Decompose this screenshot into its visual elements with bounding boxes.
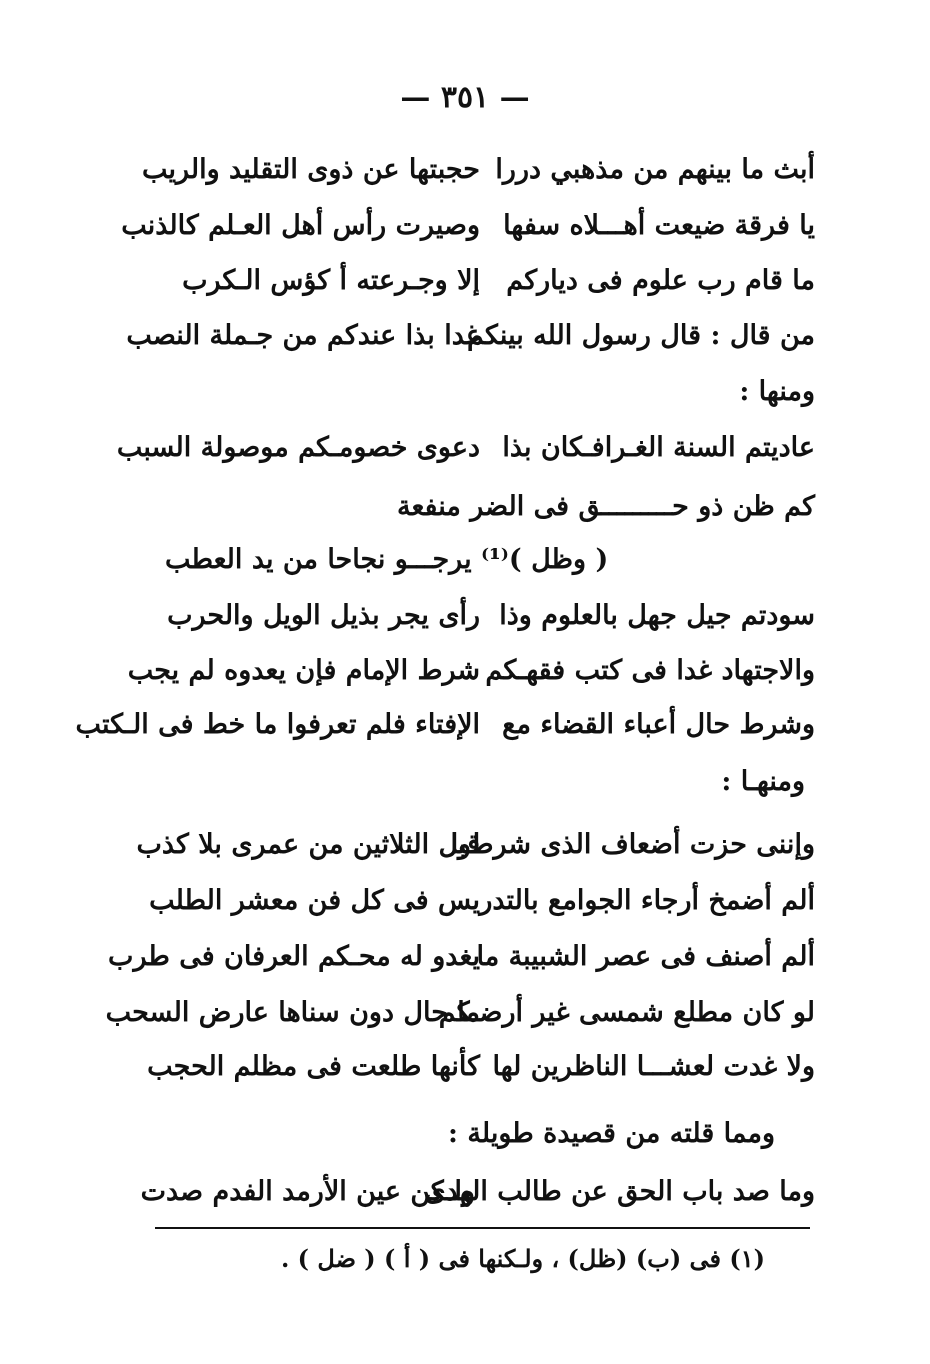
verse-second-hemistich: يغدو له محـكم العرفان فى طرب [108, 941, 480, 972]
footnote-divider [155, 1227, 810, 1229]
verse-second-hemistich: غدا بذا عندكم من جـملة النصب [126, 320, 480, 351]
verse-second-hemistich: دعوى خصومـكم موصولة السبب [116, 432, 480, 463]
section-heading: ومنهـا : [721, 766, 805, 797]
verse-second-hemistich: كأنها طلعت فى مظلم الحجب [147, 1051, 480, 1082]
verse-line-continuation: كم ظن ذو حـــــــــق فى الضر منفعة [397, 491, 815, 522]
verse-first-hemistich: ألم أصنف فى عصر الشبيبة ما [476, 941, 815, 972]
section-heading: ومنها : [739, 376, 815, 407]
verse-first-hemistich: ألم أضمخ أرجاء الجوامع بالتدر [479, 885, 815, 916]
verse-second-hemistich: ولـكن عين الأرمد الفدم صدت [140, 1176, 475, 1207]
page-number: — ٣٥١ — [400, 80, 530, 115]
verse-first-hemistich: يا فرقة ضيعت أهـــلاه سفها [503, 210, 815, 241]
section-heading: ومما قلته من قصيدة طويلة : [448, 1118, 775, 1149]
verse-first-hemistich: لو كان مطلع شمسى غير أرضـكم [438, 997, 815, 1028]
verse-line-continuation: ( وظل )⁽¹⁾ يرجـــو نجاحا من يد العطب [165, 544, 609, 575]
verse-first-hemistich: وإننى حزت أضعاف الذى شرطوا [450, 829, 815, 860]
verse-first-hemistich: والاجتهاد غدا فى كتب فقهـكم [485, 655, 815, 686]
verse-second-hemistich: رأى يجر بذيل الويل والحرب [167, 600, 480, 631]
verse-first-hemistich: سودتم جيل جهل بالعلوم وذا [499, 600, 815, 631]
verse-second-hemistich: وصيرت رأس أهل العـلم كالذنب [121, 210, 480, 241]
verse-second-hemistich: يس فى كل فن معشر الطلب [149, 885, 480, 916]
verse-second-hemistich: قبل الثلاثين من عمرى بلا كذب [136, 829, 480, 860]
verse-second-hemistich: ما حال دون سناها عارض السحب [105, 997, 480, 1028]
verse-second-hemistich: شرط الإمام فإن يعدوه لم يجب [127, 655, 480, 686]
verse-second-hemistich: إلا وجـرعته أ كؤس الـكرب [182, 265, 480, 296]
verse-first-hemistich: أبث ما بينهم من مذهبي دررا [495, 154, 815, 185]
verse-second-hemistich: الإفتاء فلم تعرفوا ما خط فى الـكتب [75, 709, 480, 740]
verse-first-hemistich: ما قام رب علوم فى دياركم [506, 265, 815, 296]
footnote: (١) فى (ب) (ظل) ، ولـكنها فى ( أ ) ( ضل ) . [280, 1244, 765, 1273]
verse-first-hemistich: ولا غدت لعشـــا الناظرين لها [492, 1051, 815, 1082]
verse-first-hemistich: وشرط حال أعباء القضاء مع [502, 709, 815, 740]
verse-first-hemistich: وما صد باب الحق عن طالب الهدى [424, 1176, 815, 1207]
verse-second-hemistich: حجبتها عن ذوى التقليد والريب [141, 154, 480, 185]
verse-first-hemistich: من قال : قال رسول الله بينكم [467, 320, 815, 351]
verse-first-hemistich: عاديتم السنة الغـرافـكان بذا [502, 432, 815, 463]
